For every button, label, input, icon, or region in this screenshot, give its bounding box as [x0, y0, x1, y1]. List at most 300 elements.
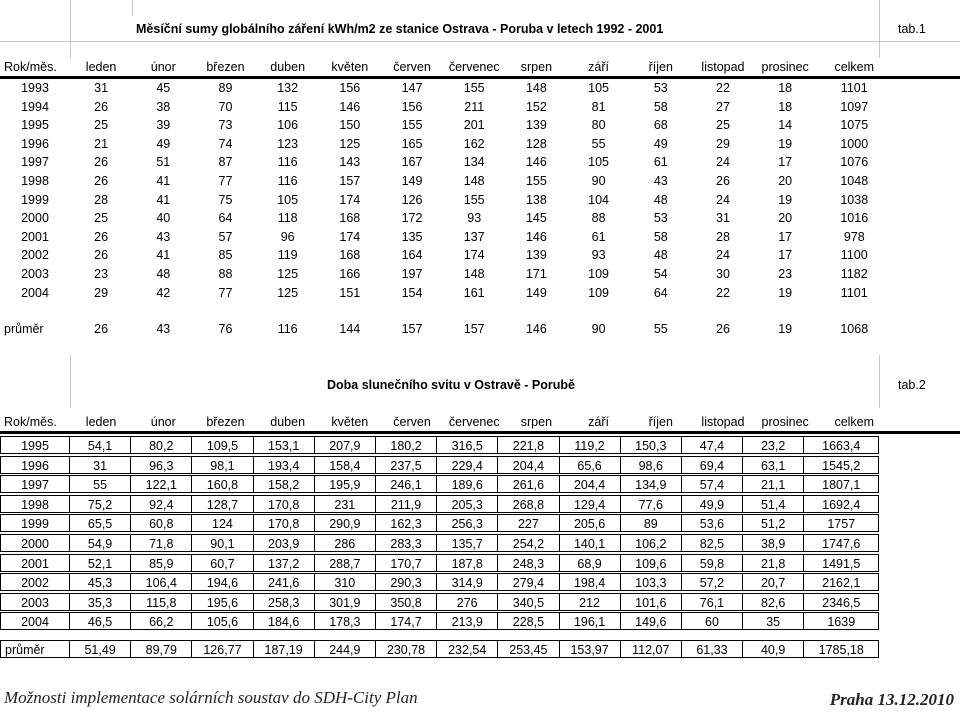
value-cell: 155: [525, 174, 547, 188]
table1-table-row: [0, 191, 960, 209]
value-cell: 106,2: [620, 534, 682, 552]
column-header-month: leden: [85, 415, 117, 429]
value-cell: 77: [218, 285, 233, 300]
year-cell: 2002: [0, 573, 70, 591]
column-header-month: listopad: [701, 415, 745, 429]
value-cell: 55: [591, 136, 606, 151]
value-cell: 21,1: [742, 475, 804, 493]
average-value: 232,54: [436, 640, 498, 658]
value-cell: 48: [653, 192, 668, 207]
value-cell: 18: [778, 99, 793, 114]
value-cell: 211: [464, 99, 485, 114]
average-value: 146: [525, 322, 547, 336]
total-cell: 1182: [840, 267, 868, 281]
value-cell: 53: [653, 211, 668, 226]
value-cell: 301,9: [314, 593, 376, 611]
value-cell: 109,5: [191, 436, 253, 454]
value-cell: 101,6: [620, 593, 682, 611]
table1-table-row: [0, 265, 960, 283]
value-cell: 73: [218, 118, 233, 133]
value-cell: 23: [94, 267, 109, 281]
grid-line: [70, 355, 71, 408]
value-cell: 162,3: [375, 514, 437, 532]
table1-table-row: [0, 153, 960, 171]
row-header-label: Rok/měs.: [4, 415, 57, 429]
value-cell: 51,2: [742, 514, 804, 532]
value-cell: 22: [716, 81, 730, 95]
grid-line: [0, 41, 960, 42]
value-cell: 248,3: [497, 554, 559, 572]
column-header-total: celkem: [834, 60, 875, 74]
value-cell: 19: [778, 285, 793, 300]
value-cell: 148: [463, 174, 485, 188]
value-cell: 145: [525, 211, 547, 226]
value-cell: 178,3: [314, 612, 376, 630]
value-cell: 132: [277, 81, 299, 95]
column-header-month: květen: [331, 60, 369, 74]
average-value: 51,49: [69, 640, 131, 658]
value-cell: 58: [653, 99, 668, 114]
column-header-month: únor: [150, 60, 176, 74]
value-cell: 156: [401, 99, 423, 114]
table1-header-row: [0, 58, 960, 76]
average-value: 61,33: [681, 640, 743, 658]
column-header-month: srpen: [520, 60, 553, 74]
column-header-month: srpen: [520, 415, 553, 429]
value-cell: 25: [94, 211, 109, 226]
value-cell: 115,8: [130, 593, 192, 611]
value-cell: 146: [525, 155, 547, 170]
table2-table-row: [0, 495, 960, 513]
table1-table-row: [0, 98, 960, 116]
column-header-month: únor: [150, 415, 176, 429]
value-cell: 105: [277, 192, 299, 207]
average-value: 230,78: [375, 640, 437, 658]
value-cell: 134: [463, 155, 485, 170]
value-cell: 24: [716, 155, 730, 170]
value-cell: 229,4: [436, 456, 498, 474]
value-cell: 23: [778, 267, 793, 281]
column-header-month: duben: [270, 60, 306, 74]
value-cell: 87: [218, 155, 233, 170]
value-cell: 148: [525, 81, 547, 95]
value-cell: 48: [653, 248, 668, 263]
column-header-month: červenec: [448, 60, 500, 74]
value-cell: 129,4: [559, 495, 621, 513]
average-value: 19: [778, 322, 793, 336]
value-cell: 154: [401, 285, 423, 300]
average-value: 76: [218, 322, 233, 336]
table1-average-row: [0, 320, 960, 338]
column-header-month: leden: [85, 60, 117, 74]
value-cell: 198,4: [559, 573, 621, 591]
value-cell: 316,5: [436, 436, 498, 454]
value-cell: 171: [525, 267, 547, 281]
value-cell: 170,7: [375, 554, 437, 572]
value-cell: 28: [94, 192, 109, 207]
value-cell: 85,9: [130, 554, 192, 572]
column-header-month: červen: [393, 60, 431, 74]
value-cell: 75: [218, 192, 233, 207]
value-cell: 26: [94, 99, 109, 114]
average-value: 26: [94, 322, 109, 336]
value-cell: 104: [588, 192, 610, 207]
total-cell: 2346,5: [803, 593, 879, 611]
year-cell: 1999: [21, 192, 49, 207]
value-cell: 89: [218, 81, 233, 95]
year-cell: 1998: [21, 174, 49, 188]
column-header-month: prosinec: [761, 415, 809, 429]
value-cell: 155: [401, 118, 423, 133]
total-cell: 1663,4: [803, 436, 879, 454]
value-cell: 60,8: [130, 514, 192, 532]
row-header-label: Rok/měs.: [4, 60, 57, 74]
value-cell: 90,1: [191, 534, 253, 552]
value-cell: 69,4: [681, 456, 743, 474]
value-cell: 135: [401, 229, 423, 244]
value-cell: 60,7: [191, 554, 253, 572]
value-cell: 350,8: [375, 593, 437, 611]
value-cell: 147: [401, 81, 423, 95]
table2-table-row: [0, 593, 960, 611]
year-cell: 1998: [0, 495, 70, 513]
value-cell: 155: [463, 81, 485, 95]
value-cell: 140,1: [559, 534, 621, 552]
value-cell: 189,6: [436, 475, 498, 493]
year-cell: 1996: [21, 136, 49, 151]
value-cell: 19: [778, 192, 793, 207]
value-cell: 276: [436, 593, 498, 611]
value-cell: 122,1: [130, 475, 192, 493]
value-cell: 26: [94, 248, 109, 263]
value-cell: 170,8: [253, 514, 315, 532]
value-cell: 143: [339, 155, 361, 170]
total-cell: 1545,2: [803, 456, 879, 474]
value-cell: 168: [339, 248, 361, 263]
value-cell: 150: [339, 118, 361, 133]
average-value: 90: [591, 322, 606, 336]
value-cell: 61: [653, 155, 668, 170]
value-cell: 125: [339, 136, 361, 151]
value-cell: 77,6: [620, 495, 682, 513]
value-cell: 54,9: [69, 534, 131, 552]
value-cell: 61: [591, 229, 606, 244]
value-cell: 201: [463, 118, 485, 133]
value-cell: 105: [588, 155, 610, 170]
value-cell: 40: [156, 211, 171, 226]
year-cell: 1997: [0, 475, 70, 493]
average-value: 26: [716, 322, 730, 336]
value-cell: 18: [778, 81, 793, 95]
value-cell: 231: [314, 495, 376, 513]
table1-table-row: [0, 135, 960, 153]
value-cell: 160,8: [191, 475, 253, 493]
value-cell: 53,6: [681, 514, 743, 532]
average-total: 1785,18: [803, 640, 879, 658]
value-cell: 75,2: [69, 495, 131, 513]
average-value: 253,45: [497, 640, 559, 658]
value-cell: 174: [339, 229, 361, 244]
value-cell: 52,1: [69, 554, 131, 572]
column-header-month: červen: [393, 415, 431, 429]
value-cell: 125: [277, 267, 299, 281]
column-header-month: březen: [206, 415, 245, 429]
value-cell: 93: [467, 211, 482, 226]
value-cell: 55: [69, 475, 131, 493]
value-cell: 139: [525, 118, 547, 133]
value-cell: 46,5: [69, 612, 131, 630]
value-cell: 30: [716, 267, 730, 281]
value-cell: 38: [156, 99, 171, 114]
value-cell: 288,7: [314, 554, 376, 572]
average-value: 89,79: [130, 640, 192, 658]
value-cell: 137,2: [253, 554, 315, 572]
value-cell: 41: [156, 174, 171, 188]
value-cell: 57: [218, 229, 233, 244]
value-cell: 43: [156, 229, 171, 244]
value-cell: 115: [277, 99, 298, 114]
value-cell: 290,9: [314, 514, 376, 532]
value-cell: 155: [463, 192, 485, 207]
value-cell: 184,6: [253, 612, 315, 630]
value-cell: 246,1: [375, 475, 437, 493]
value-cell: 49: [653, 136, 668, 151]
value-cell: 119,2: [559, 436, 621, 454]
value-cell: 20: [778, 174, 793, 188]
value-cell: 82,6: [742, 593, 804, 611]
value-cell: 25: [716, 118, 730, 133]
table1-table-row: [0, 246, 960, 264]
year-cell: 1993: [21, 81, 49, 95]
total-cell: 1757: [803, 514, 879, 532]
year-cell: 2001: [0, 554, 70, 572]
value-cell: 105,6: [191, 612, 253, 630]
value-cell: 204,4: [559, 475, 621, 493]
average-value: 187,19: [253, 640, 315, 658]
value-cell: 43: [653, 174, 668, 188]
average-total: 1068: [840, 322, 869, 336]
value-cell: 150,3: [620, 436, 682, 454]
value-cell: 158,4: [314, 456, 376, 474]
total-cell: 1048: [840, 174, 869, 188]
value-cell: 126: [401, 192, 423, 207]
table1-table-row: [0, 116, 960, 134]
value-cell: 20,7: [742, 573, 804, 591]
table1-table-row: [0, 209, 960, 227]
value-cell: 195,9: [314, 475, 376, 493]
year-cell: 1999: [0, 514, 70, 532]
value-cell: 48: [156, 267, 171, 281]
value-cell: 80,2: [130, 436, 192, 454]
year-cell: 2004: [0, 612, 70, 630]
value-cell: 135,7: [436, 534, 498, 552]
value-cell: 25: [94, 118, 109, 133]
footer-document-title: Možnosti implementace solárních soustav do SDH-City Plan: [4, 688, 418, 707]
value-cell: 45: [156, 81, 171, 95]
value-cell: 27: [716, 99, 730, 114]
value-cell: 205,3: [436, 495, 498, 513]
total-cell: 1639: [803, 612, 879, 630]
value-cell: 64: [218, 211, 233, 226]
value-cell: 139: [525, 248, 547, 263]
total-cell: 1038: [840, 192, 869, 207]
value-cell: 35,3: [69, 593, 131, 611]
year-cell: 2000: [21, 211, 49, 226]
value-cell: 26: [94, 229, 109, 244]
value-cell: 174: [339, 192, 361, 207]
value-cell: 148: [463, 267, 485, 281]
footer-date: Praha 13.12.2010: [829, 690, 954, 709]
year-cell: 1996: [0, 456, 70, 474]
table1-table-row: [0, 228, 960, 246]
total-cell: 1100: [840, 248, 868, 263]
table2-table-row: [0, 573, 960, 591]
value-cell: 128: [525, 136, 547, 151]
column-header-month: září: [588, 60, 610, 74]
total-cell: 1000: [840, 136, 869, 151]
value-cell: 203,9: [253, 534, 315, 552]
value-cell: 20: [778, 211, 793, 226]
value-cell: 23,2: [742, 436, 804, 454]
value-cell: 106,4: [130, 573, 192, 591]
value-cell: 268,8: [497, 495, 559, 513]
value-cell: 66,2: [130, 612, 192, 630]
value-cell: 290,3: [375, 573, 437, 591]
value-cell: 227: [497, 514, 559, 532]
value-cell: 105: [588, 81, 610, 95]
total-cell: 1097: [840, 99, 869, 114]
value-cell: 17: [778, 155, 793, 170]
value-cell: 172: [401, 211, 423, 226]
value-cell: 109: [588, 285, 610, 300]
value-cell: 116: [277, 155, 298, 170]
column-header-month: květen: [331, 415, 369, 429]
value-cell: 29: [94, 285, 109, 300]
value-cell: 128,7: [191, 495, 253, 513]
value-cell: 57,2: [681, 573, 743, 591]
value-cell: 146: [339, 99, 361, 114]
value-cell: 103,3: [620, 573, 682, 591]
value-cell: 151: [339, 285, 361, 300]
value-cell: 125: [277, 285, 299, 300]
value-cell: 17: [778, 229, 793, 244]
value-cell: 31: [716, 211, 730, 226]
table2-header-row: [0, 413, 960, 431]
average-label: průměr: [4, 322, 44, 336]
value-cell: 212: [559, 593, 621, 611]
value-cell: 58: [653, 229, 668, 244]
value-cell: 70: [218, 99, 233, 114]
value-cell: 49,9: [681, 495, 743, 513]
year-cell: 2002: [21, 248, 49, 263]
value-cell: 213,9: [436, 612, 498, 630]
value-cell: 205,6: [559, 514, 621, 532]
value-cell: 118: [277, 211, 298, 226]
value-cell: 237,5: [375, 456, 437, 474]
value-cell: 119: [277, 248, 298, 263]
table1-ref: tab.1: [898, 22, 926, 36]
table2-table-row: [0, 436, 960, 454]
value-cell: 26: [94, 174, 109, 188]
column-header-month: duben: [270, 415, 306, 429]
value-cell: 109: [588, 267, 610, 281]
value-cell: 53: [653, 81, 668, 95]
value-cell: 170,8: [253, 495, 315, 513]
table1-table-row: [0, 79, 960, 97]
average-value: 112,07: [620, 640, 682, 658]
total-cell: 1075: [840, 118, 869, 133]
value-cell: 59,8: [681, 554, 743, 572]
total-cell: 1076: [840, 155, 869, 170]
value-cell: 286: [314, 534, 376, 552]
value-cell: 162: [463, 136, 485, 151]
total-cell: 1807,1: [803, 475, 879, 493]
total-cell: 1101: [840, 285, 868, 300]
column-header-month: listopad: [701, 60, 745, 74]
value-cell: 45,3: [69, 573, 131, 591]
value-cell: 164: [401, 248, 423, 263]
value-cell: 241,6: [253, 573, 315, 591]
value-cell: 152: [525, 99, 547, 114]
value-cell: 161: [463, 285, 485, 300]
value-cell: 51,4: [742, 495, 804, 513]
value-cell: 254,2: [497, 534, 559, 552]
value-cell: 21: [94, 136, 109, 151]
average-label: průměr: [0, 640, 70, 658]
value-cell: 14: [778, 118, 793, 133]
grid-line: [879, 0, 880, 58]
grid-line: [132, 0, 133, 16]
table2-title: Doba slunečního svitu v Ostravě - Porubě: [327, 378, 575, 392]
column-header-month: říjen: [648, 415, 673, 429]
value-cell: 167: [401, 155, 423, 170]
table2-table-row: [0, 475, 960, 493]
value-cell: 68: [653, 118, 668, 133]
value-cell: 41: [156, 192, 171, 207]
value-cell: 228,5: [497, 612, 559, 630]
value-cell: 96,3: [130, 456, 192, 474]
value-cell: 26: [716, 174, 730, 188]
value-cell: 193,4: [253, 456, 315, 474]
value-cell: 65,6: [559, 456, 621, 474]
year-cell: 1995: [0, 436, 70, 454]
year-cell: 2003: [21, 267, 49, 281]
value-cell: 187,8: [436, 554, 498, 572]
value-cell: 153,1: [253, 436, 315, 454]
value-cell: 197: [401, 267, 423, 281]
value-cell: 207,9: [314, 436, 376, 454]
table2-table-row: [0, 612, 960, 630]
value-cell: 123: [277, 136, 299, 151]
value-cell: 256,3: [436, 514, 498, 532]
total-cell: 1747,6: [803, 534, 879, 552]
value-cell: 168: [339, 211, 361, 226]
value-cell: 51: [156, 155, 171, 170]
value-cell: 180,2: [375, 436, 437, 454]
value-cell: 116: [277, 174, 298, 188]
value-cell: 17: [778, 248, 793, 263]
value-cell: 82,5: [681, 534, 743, 552]
value-cell: 65,5: [69, 514, 131, 532]
total-cell: 978: [843, 229, 865, 244]
value-cell: 204,4: [497, 456, 559, 474]
value-cell: 340,5: [497, 593, 559, 611]
average-value: 126,77: [191, 640, 253, 658]
value-cell: 137: [463, 229, 485, 244]
value-cell: 310: [314, 573, 376, 591]
value-cell: 88: [218, 267, 233, 281]
value-cell: 174: [463, 248, 485, 263]
